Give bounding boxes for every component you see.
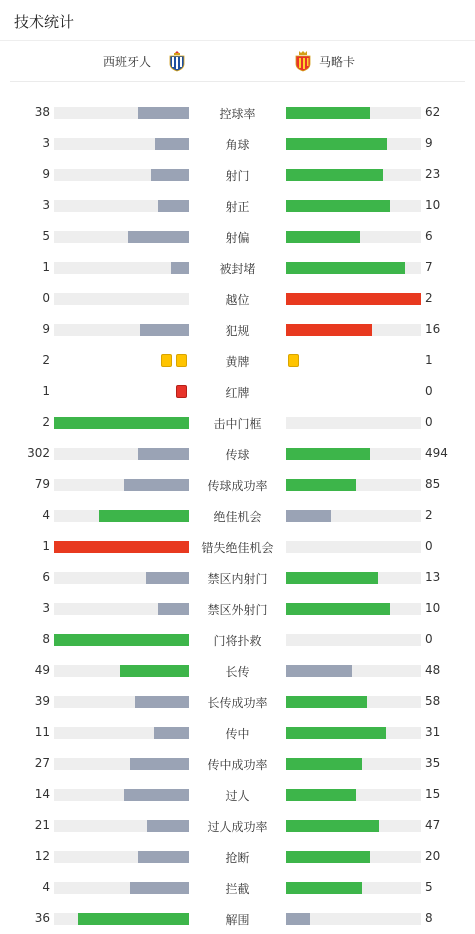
away-stat-value: 48	[425, 663, 441, 677]
stat-label: 击中门框	[213, 417, 262, 431]
home-stat-value: 3	[42, 198, 50, 212]
home-bar-fill	[140, 324, 189, 336]
stat-label: 角球	[225, 138, 250, 152]
home-bar-track	[54, 882, 189, 894]
away-stat-value: 23	[425, 167, 441, 181]
stat-label: 传中成功率	[207, 758, 268, 772]
stat-label: 禁区内射门	[207, 572, 268, 586]
home-stat-value: 3	[42, 136, 50, 150]
away-cards	[286, 354, 301, 367]
away-bar-fill	[286, 479, 356, 491]
stat-row	[0, 686, 475, 717]
stat-label: 射门	[225, 169, 250, 183]
away-bar-track	[286, 510, 421, 522]
away-bar-fill	[286, 510, 331, 522]
away-stat-value: 1	[425, 353, 433, 367]
home-bar-fill	[99, 510, 189, 522]
stat-label: 传球成功率	[207, 479, 268, 493]
home-stat-value: 5	[42, 229, 50, 243]
home-bar-track	[54, 231, 189, 243]
away-stat-value: 0	[425, 632, 433, 646]
home-cards	[159, 354, 189, 367]
yellow-card-icon	[161, 354, 172, 367]
away-stat-value: 8	[425, 911, 433, 925]
espanyol-crest-icon	[168, 50, 186, 72]
away-bar-track	[286, 789, 421, 801]
away-team-name: 马略卡	[319, 55, 356, 69]
away-bar-track	[286, 324, 421, 336]
home-bar-fill	[54, 541, 189, 553]
home-bar-fill	[130, 758, 189, 770]
away-stat-value: 20	[425, 849, 441, 863]
stat-row	[0, 190, 475, 221]
home-stat-value: 8	[42, 632, 50, 646]
away-stat-value: 16	[425, 322, 441, 336]
home-stat-value: 302	[27, 446, 50, 460]
stat-row	[0, 283, 475, 314]
home-bar-track	[54, 758, 189, 770]
away-stat-value: 5	[425, 880, 433, 894]
away-bar-track	[286, 231, 421, 243]
away-stat-value: 0	[425, 415, 433, 429]
stat-label: 长传	[225, 665, 250, 679]
stat-row	[0, 376, 475, 407]
away-stat-value: 35	[425, 756, 441, 770]
stat-label: 过人成功率	[207, 820, 268, 834]
home-stat-value: 79	[34, 477, 50, 491]
stat-label: 传中	[225, 727, 250, 741]
away-bar-track	[286, 138, 421, 150]
home-stat-value: 11	[34, 725, 50, 739]
away-bar-fill	[286, 789, 356, 801]
home-bar-fill	[135, 696, 189, 708]
away-bar-track	[286, 200, 421, 212]
home-bar-fill	[54, 417, 189, 429]
home-bar-fill	[158, 200, 189, 212]
stat-label: 门将扑救	[213, 634, 262, 648]
away-stat-value: 0	[425, 384, 433, 398]
away-stat-value: 2	[425, 508, 433, 522]
page-title: 技术统计	[14, 13, 75, 31]
stat-label: 抢断	[225, 851, 250, 865]
away-bar-fill	[286, 696, 367, 708]
home-bar-track	[54, 789, 189, 801]
home-stat-value: 39	[34, 694, 50, 708]
home-stat-value: 21	[34, 818, 50, 832]
stat-row	[0, 655, 475, 686]
teams-row	[10, 41, 465, 82]
home-bar-track	[54, 200, 189, 212]
away-stat-value: 62	[425, 105, 441, 119]
stat-row	[0, 624, 475, 655]
stat-row	[0, 562, 475, 593]
home-bar-track	[54, 479, 189, 491]
stat-row	[0, 314, 475, 345]
away-bar-fill	[286, 727, 386, 739]
away-stat-value: 47	[425, 818, 441, 832]
away-bar-track	[286, 262, 421, 274]
home-bar-track	[54, 851, 189, 863]
stat-label: 被封堵	[219, 262, 256, 276]
stat-row	[0, 748, 475, 779]
home-stat-value: 2	[42, 353, 50, 367]
home-stat-value: 2	[42, 415, 50, 429]
stat-row	[0, 221, 475, 252]
away-bar-fill	[286, 820, 379, 832]
stat-label: 传球	[225, 448, 250, 462]
stat-row	[0, 872, 475, 903]
home-bar-track	[54, 510, 189, 522]
stat-row	[0, 531, 475, 562]
red-card-icon	[176, 385, 187, 398]
away-bar-fill	[286, 200, 390, 212]
away-bar-track	[286, 479, 421, 491]
stat-row	[0, 779, 475, 810]
stat-label: 拦截	[225, 882, 250, 896]
home-bar-track	[54, 572, 189, 584]
away-bar-fill	[286, 882, 362, 894]
away-bar-fill	[286, 293, 421, 305]
stats-header	[0, 0, 475, 41]
home-bar-fill	[120, 665, 189, 677]
away-bar-fill	[286, 665, 352, 677]
away-bar-track	[286, 634, 421, 646]
stat-row	[0, 500, 475, 531]
yellow-card-icon	[288, 354, 299, 367]
stat-row	[0, 717, 475, 748]
home-bar-fill	[171, 262, 189, 274]
stat-row	[0, 841, 475, 872]
home-stat-value: 4	[42, 508, 50, 522]
away-bar-fill	[286, 448, 370, 460]
away-bar-track	[286, 417, 421, 429]
home-bar-track	[54, 262, 189, 274]
home-bar-track	[54, 696, 189, 708]
away-bar-track	[286, 603, 421, 615]
away-bar-track	[286, 820, 421, 832]
stat-row	[0, 97, 475, 128]
home-stat-value: 14	[34, 787, 50, 801]
away-bar-fill	[286, 107, 370, 119]
home-bar-fill	[158, 603, 189, 615]
away-bar-fill	[286, 572, 378, 584]
away-bar-fill	[286, 262, 405, 274]
home-bar-fill	[124, 789, 189, 801]
home-stat-value: 12	[34, 849, 50, 863]
stat-label: 错失绝佳机会	[201, 541, 274, 555]
away-bar-track	[286, 107, 421, 119]
home-stat-value: 1	[42, 539, 50, 553]
home-stat-value: 1	[42, 260, 50, 274]
away-stat-value: 6	[425, 229, 433, 243]
home-stat-value: 38	[34, 105, 50, 119]
stat-row	[0, 159, 475, 190]
away-stat-value: 0	[425, 539, 433, 553]
away-bar-track	[286, 293, 421, 305]
home-bar-track	[54, 417, 189, 429]
home-bar-track	[54, 448, 189, 460]
home-bar-fill	[138, 107, 189, 119]
home-bar-track	[54, 324, 189, 336]
home-stat-value: 49	[34, 663, 50, 677]
home-stat-value: 4	[42, 880, 50, 894]
away-stat-value: 85	[425, 477, 441, 491]
away-stat-value: 2	[425, 291, 433, 305]
home-team-name: 西班牙人	[102, 55, 151, 69]
stat-row	[0, 407, 475, 438]
away-bar-fill	[286, 324, 372, 336]
home-bar-fill	[147, 820, 189, 832]
home-stat-value: 9	[42, 322, 50, 336]
home-bar-fill	[124, 479, 189, 491]
stat-row	[0, 128, 475, 159]
away-bar-track	[286, 696, 421, 708]
home-bar-fill	[128, 231, 189, 243]
home-bar-fill	[138, 851, 189, 863]
home-bar-track	[54, 727, 189, 739]
away-bar-fill	[286, 603, 390, 615]
home-bar-track	[54, 603, 189, 615]
stat-row	[0, 810, 475, 841]
stat-row	[0, 345, 475, 376]
away-stat-value: 58	[425, 694, 441, 708]
away-stat-value: 494	[425, 446, 448, 460]
away-bar-track	[286, 882, 421, 894]
away-stat-value: 10	[425, 601, 441, 615]
home-stat-value: 1	[42, 384, 50, 398]
stat-label: 长传成功率	[207, 696, 268, 710]
home-bar-fill	[138, 448, 189, 460]
home-stat-value: 36	[34, 911, 50, 925]
away-stat-value: 31	[425, 725, 441, 739]
home-bar-fill	[130, 882, 189, 894]
away-bar-track	[286, 727, 421, 739]
stat-row	[0, 593, 475, 624]
stat-label: 黄牌	[225, 355, 250, 369]
stat-label: 红牌	[225, 386, 250, 400]
home-stat-value: 3	[42, 601, 50, 615]
away-bar-fill	[286, 169, 383, 181]
home-bar-track	[54, 820, 189, 832]
home-bar-track	[54, 913, 189, 925]
home-bar-track	[54, 634, 189, 646]
away-stat-value: 7	[425, 260, 433, 274]
away-bar-track	[286, 913, 421, 925]
away-bar-fill	[286, 138, 387, 150]
stat-row	[0, 469, 475, 500]
mallorca-crest-icon	[294, 50, 312, 72]
away-stat-value: 13	[425, 570, 441, 584]
stat-row	[0, 438, 475, 469]
stat-label: 过人	[225, 789, 250, 803]
stat-label: 射偏	[225, 231, 250, 245]
home-bar-track	[54, 293, 189, 305]
home-stat-value: 27	[34, 756, 50, 770]
home-bar-track	[54, 665, 189, 677]
away-bar-fill	[286, 758, 362, 770]
home-bar-track	[54, 169, 189, 181]
away-bar-track	[286, 758, 421, 770]
away-bar-track	[286, 541, 421, 553]
away-bar-track	[286, 665, 421, 677]
away-bar-track	[286, 448, 421, 460]
stat-label: 解围	[225, 913, 250, 927]
away-stat-value: 9	[425, 136, 433, 150]
stat-label: 射正	[225, 200, 250, 214]
yellow-card-icon	[176, 354, 187, 367]
stat-label: 越位	[225, 293, 250, 307]
away-bar-fill	[286, 231, 360, 243]
home-cards	[174, 385, 189, 398]
away-bar-track	[286, 851, 421, 863]
home-bar-fill	[78, 913, 189, 925]
home-stat-value: 9	[42, 167, 50, 181]
away-stat-value: 10	[425, 198, 441, 212]
home-bar-track	[54, 541, 189, 553]
away-bar-fill	[286, 851, 370, 863]
stat-label: 绝佳机会	[213, 510, 262, 524]
stat-row	[0, 252, 475, 283]
stat-label: 控球率	[219, 107, 256, 121]
home-bar-fill	[154, 727, 189, 739]
home-bar-fill	[155, 138, 189, 150]
home-bar-track	[54, 138, 189, 150]
stat-label: 犯规	[225, 324, 250, 338]
home-stat-value: 6	[42, 570, 50, 584]
home-bar-track	[54, 107, 189, 119]
stat-label: 禁区外射门	[207, 603, 268, 617]
away-bar-track	[286, 572, 421, 584]
home-bar-fill	[151, 169, 189, 181]
home-stat-value: 0	[42, 291, 50, 305]
home-bar-fill	[146, 572, 189, 584]
home-bar-fill	[54, 634, 189, 646]
away-stat-value: 15	[425, 787, 441, 801]
away-bar-track	[286, 169, 421, 181]
away-bar-fill	[286, 913, 310, 925]
